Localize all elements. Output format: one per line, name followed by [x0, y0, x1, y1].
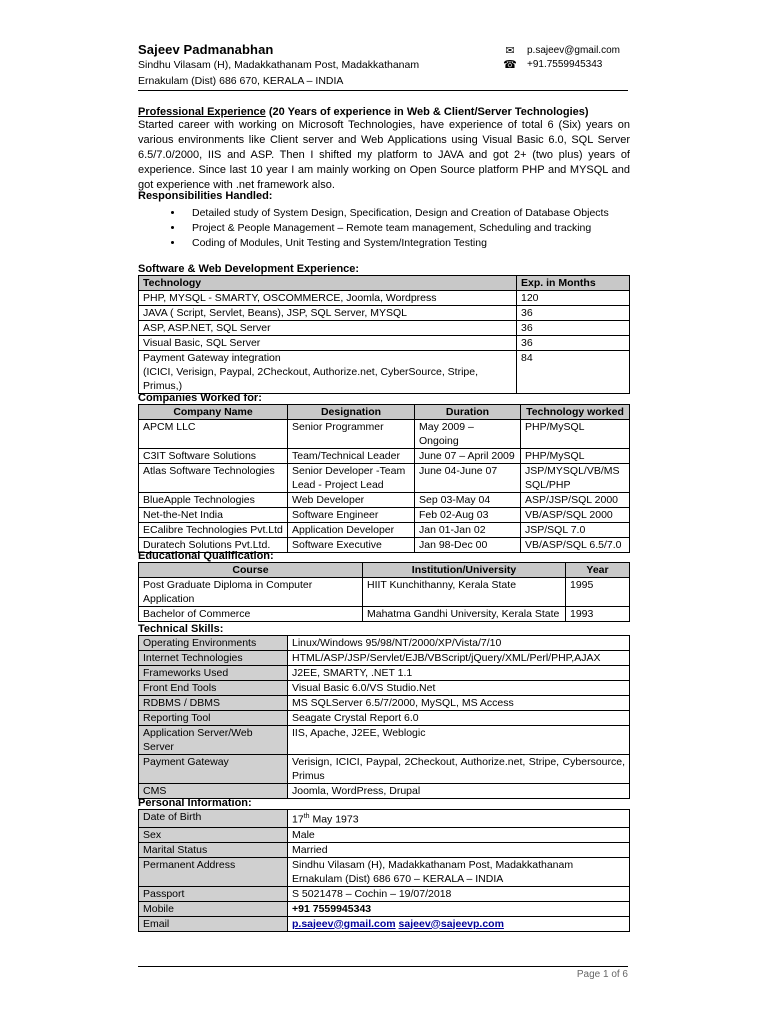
personal-value: S 5021478 – Cochin – 19/07/2018 [288, 886, 630, 901]
address-line1: Sindhu Vilasam (H), Madakkathanam Post, Madakkathanam [292, 858, 574, 871]
table-row [139, 651, 630, 666]
table-cell: Bachelor of Commerce [139, 607, 363, 622]
experience-heading [138, 106, 630, 118]
phone-row [503, 58, 620, 72]
table-header: Technology [139, 276, 517, 291]
personal-table [138, 809, 630, 932]
table-header: Exp. in Months [517, 276, 630, 291]
table-header: Duration [415, 405, 521, 420]
table-row [139, 420, 630, 449]
skill-value: IIS, Apache, J2EE, Weblogic [288, 726, 630, 755]
education-table [138, 562, 630, 622]
personal-label: Mobile [139, 901, 288, 916]
email-value [288, 916, 630, 931]
table-row [139, 916, 630, 931]
table-header: Designation [288, 405, 415, 420]
page-number: Page 1 of 6 [576, 969, 628, 980]
header-address-line2: Ernakulam (Dist) 686 670, KERALA – INDIA [138, 75, 344, 87]
personal-value: Male [288, 827, 630, 842]
table-row [139, 351, 630, 394]
table-cell: ASP/JSP/SQL 2000 [521, 493, 630, 508]
skill-value: Linux/Windows 95/98/NT/2000/XP/Vista/7/10 [288, 636, 630, 651]
table-row [139, 493, 630, 508]
table-cell: JSP/MYSQL/VB/MS SQL/PHP [521, 464, 630, 493]
envelope-icon: ✉ [505, 45, 515, 57]
table-row [139, 578, 630, 607]
table-row [139, 810, 630, 828]
personal-value: Married [288, 842, 630, 857]
table-cell: Senior Programmer [288, 420, 415, 449]
table-cell: Sep 03-May 04 [415, 493, 521, 508]
address-line2: Ernakulam (Dist) 686 670 – KERALA – INDIA [292, 872, 504, 885]
header-divider [138, 90, 628, 91]
table-row [139, 607, 630, 622]
table-header: Company Name [139, 405, 288, 420]
table-cell: PHP/MySQL [521, 449, 630, 464]
table-cell: Application Developer [288, 523, 415, 538]
table-cell: Feb 02-Aug 03 [415, 508, 521, 523]
table-cell: APCM LLC [139, 420, 288, 449]
footer-divider [138, 966, 628, 967]
table-row [139, 681, 630, 696]
companies-section [138, 392, 630, 553]
table-cell: Software Executive [288, 538, 415, 553]
skill-label: RDBMS / DBMS [139, 696, 288, 711]
skill-value: HTML/ASP/JSP/Servlet/EJB/VBScript/jQuery/XML/Perl/PHP,AJAX [288, 651, 630, 666]
email-link-2[interactable]: sajeev@sajeevp.com [398, 917, 504, 930]
table-row [139, 666, 630, 681]
skill-label: Operating Environments [139, 636, 288, 651]
dob-day: 17 [292, 813, 304, 826]
skill-label: CMS [139, 784, 288, 799]
table-cell: ASP, ASP.NET, SQL Server [139, 321, 517, 336]
personal-label: Passport [139, 886, 288, 901]
table-cell: JAVA ( Script, Servlet, Beans), JSP, SQL Server, MYSQL [139, 306, 517, 321]
header-email: p.sajeev@gmail.com [527, 45, 620, 56]
table-cell: JSP/SQL 7.0 [521, 523, 630, 538]
skills-table [138, 635, 630, 799]
table-row [139, 711, 630, 726]
cell-line: Payment Gateway integration [143, 352, 281, 364]
skill-label: Application Server/Web Server [139, 726, 288, 755]
software-section [138, 263, 630, 394]
table-row [139, 857, 630, 886]
telephone-icon: ☎ [503, 59, 517, 71]
skill-label: Frameworks Used [139, 666, 288, 681]
table-cell: Web Developer [288, 493, 415, 508]
experience-title: Professional Experience [138, 106, 266, 118]
skills-title: Technical Skills: [138, 623, 224, 635]
table-cell [139, 351, 517, 394]
skill-label: Payment Gateway [139, 755, 288, 784]
cell-line: (ICICI, Verisign, Paypal, 2Checkout, Authorize.net, CyberSource, Stripe, Primus,) [143, 366, 478, 392]
table-cell: 84 [517, 351, 630, 394]
table-cell: Mahatma Gandhi University, Kerala State [363, 607, 566, 622]
mobile-value: +91 7559945343 [288, 901, 630, 916]
list-item: • Coding of Modules, Unit Testing and System/Integration Testing [184, 236, 630, 251]
table-cell: Atlas Software Technologies [139, 464, 288, 493]
table-cell: BlueApple Technologies [139, 493, 288, 508]
personal-label: Email [139, 916, 288, 931]
table-header: Year [566, 563, 630, 578]
table-cell: Jan 98-Dec 00 [415, 538, 521, 553]
personal-label: Sex [139, 827, 288, 842]
table-cell: Team/Technical Leader [288, 449, 415, 464]
table-header-row [139, 276, 630, 291]
table-cell: 36 [517, 321, 630, 336]
skills-section [138, 623, 630, 799]
table-cell: May 2009 – Ongoing [415, 420, 521, 449]
table-row [139, 291, 630, 306]
table-row [139, 726, 630, 755]
header-address-line1: Sindhu Vilasam (H), Madakkathanam Post, Madakkathanam [138, 59, 420, 71]
table-cell: Duratech Solutions Pvt.Ltd. [139, 538, 288, 553]
table-row [139, 827, 630, 842]
list-item: • Project & People Management – Remote team management, Scheduling and tracking [184, 221, 630, 236]
email-link-1[interactable]: p.sajeev@gmail.com [292, 917, 396, 930]
table-row [139, 464, 630, 493]
dob-rest: May 1973 [309, 813, 359, 826]
table-cell: Post Graduate Diploma in Computer Application [139, 578, 363, 607]
table-cell: June 07 – April 2009 [415, 449, 521, 464]
table-cell: ECalibre Technologies Pvt.Ltd [139, 523, 288, 538]
dob-suffix: th [303, 813, 310, 820]
table-cell: Net-the-Net India [139, 508, 288, 523]
email-row [503, 44, 620, 58]
skill-value: Visual Basic 6.0/VS Studio.Net [288, 681, 630, 696]
personal-label: Permanent Address [139, 857, 288, 886]
table-cell: Senior Developer -Team Lead - Project Lead [288, 464, 415, 493]
table-header-row [139, 405, 630, 420]
list-item: • Detailed study of System Design, Specification, Design and Creation of Database Objects [184, 206, 630, 221]
skill-value: MS SQLServer 6.5/7/2000, MySQL, MS Access [288, 696, 630, 711]
personal-section [138, 797, 630, 932]
table-cell: HIIT Kunchithanny, Kerala State [363, 578, 566, 607]
candidate-name: Sajeev Padmanabhan [138, 42, 274, 57]
table-header: Technology worked [521, 405, 630, 420]
software-table [138, 275, 630, 394]
table-cell: PHP/MySQL [521, 420, 630, 449]
table-cell: June 04-June 07 [415, 464, 521, 493]
skill-label: Reporting Tool [139, 711, 288, 726]
table-cell: VB/ASP/SQL 6.5/7.0 [521, 538, 630, 553]
table-row [139, 886, 630, 901]
table-row [139, 636, 630, 651]
skill-value: Verisign, ICICI, Paypal, 2Checkout, Authorize.net, Stripe, Cybersource, Primus [288, 755, 630, 784]
table-cell: VB/ASP/SQL 2000 [521, 508, 630, 523]
table-cell: 36 [517, 306, 630, 321]
education-section [138, 550, 630, 622]
table-row [139, 336, 630, 351]
address-value [288, 857, 630, 886]
table-row [139, 696, 630, 711]
responsibilities-section [138, 190, 630, 251]
table-row [139, 449, 630, 464]
experience-section [138, 106, 630, 193]
table-cell: Software Engineer [288, 508, 415, 523]
table-row [139, 755, 630, 784]
companies-title: Companies Worked for: [138, 392, 262, 404]
table-cell: 1995 [566, 578, 630, 607]
software-title: Software & Web Development Experience: [138, 263, 360, 275]
responsibilities-title: Responsibilities Handled: [138, 190, 273, 202]
table-cell: PHP, MYSQL - SMARTY, OSCOMMERCE, Joomla, Wordpress [139, 291, 517, 306]
responsibilities-list [138, 206, 630, 251]
table-cell: Visual Basic, SQL Server [139, 336, 517, 351]
contact-block [503, 44, 620, 72]
companies-table [138, 404, 630, 553]
table-cell: Jan 01-Jan 02 [415, 523, 521, 538]
education-title: Educational Qualification: [138, 550, 274, 562]
skill-label: Front End Tools [139, 681, 288, 696]
table-row [139, 523, 630, 538]
personal-title: Personal Information: [138, 797, 252, 809]
table-cell: 1993 [566, 607, 630, 622]
table-row [139, 321, 630, 336]
skill-value: Seagate Crystal Report 6.0 [288, 711, 630, 726]
table-row [139, 901, 630, 916]
table-header: Course [139, 563, 363, 578]
dob-value [288, 810, 630, 828]
skill-label: Internet Technologies [139, 651, 288, 666]
table-row [139, 842, 630, 857]
table-row [139, 306, 630, 321]
skill-value: J2EE, SMARTY, .NET 1.1 [288, 666, 630, 681]
table-row [139, 508, 630, 523]
table-cell: 120 [517, 291, 630, 306]
experience-title-suffix: (20 Years of experience in Web & Client/Server Technologies) [265, 106, 589, 118]
skill-value: Joomla, WordPress, Drupal [288, 784, 630, 799]
personal-label: Date of Birth [139, 810, 288, 828]
table-header-row [139, 563, 630, 578]
table-cell: C3IT Software Solutions [139, 449, 288, 464]
personal-label: Marital Status [139, 842, 288, 857]
experience-summary: Started career with working on Microsoft Technologies, have experience of total 6 (Six) years on various environments like Client server and Web Applications using Visual Basic 6.0, SQL Server 6.5/7.0/2000, IIS and ASP. Then I shifted my platform to JAVA and got 2+ (two plus) years of experience. Since last 10 year I am mainly working on Open Source platform PHP and MYSQL and got experience with .net framework also. [138, 119, 630, 191]
header-phone: +91.7559945343 [527, 59, 603, 70]
table-cell: 36 [517, 336, 630, 351]
table-header: Institution/University [363, 563, 566, 578]
